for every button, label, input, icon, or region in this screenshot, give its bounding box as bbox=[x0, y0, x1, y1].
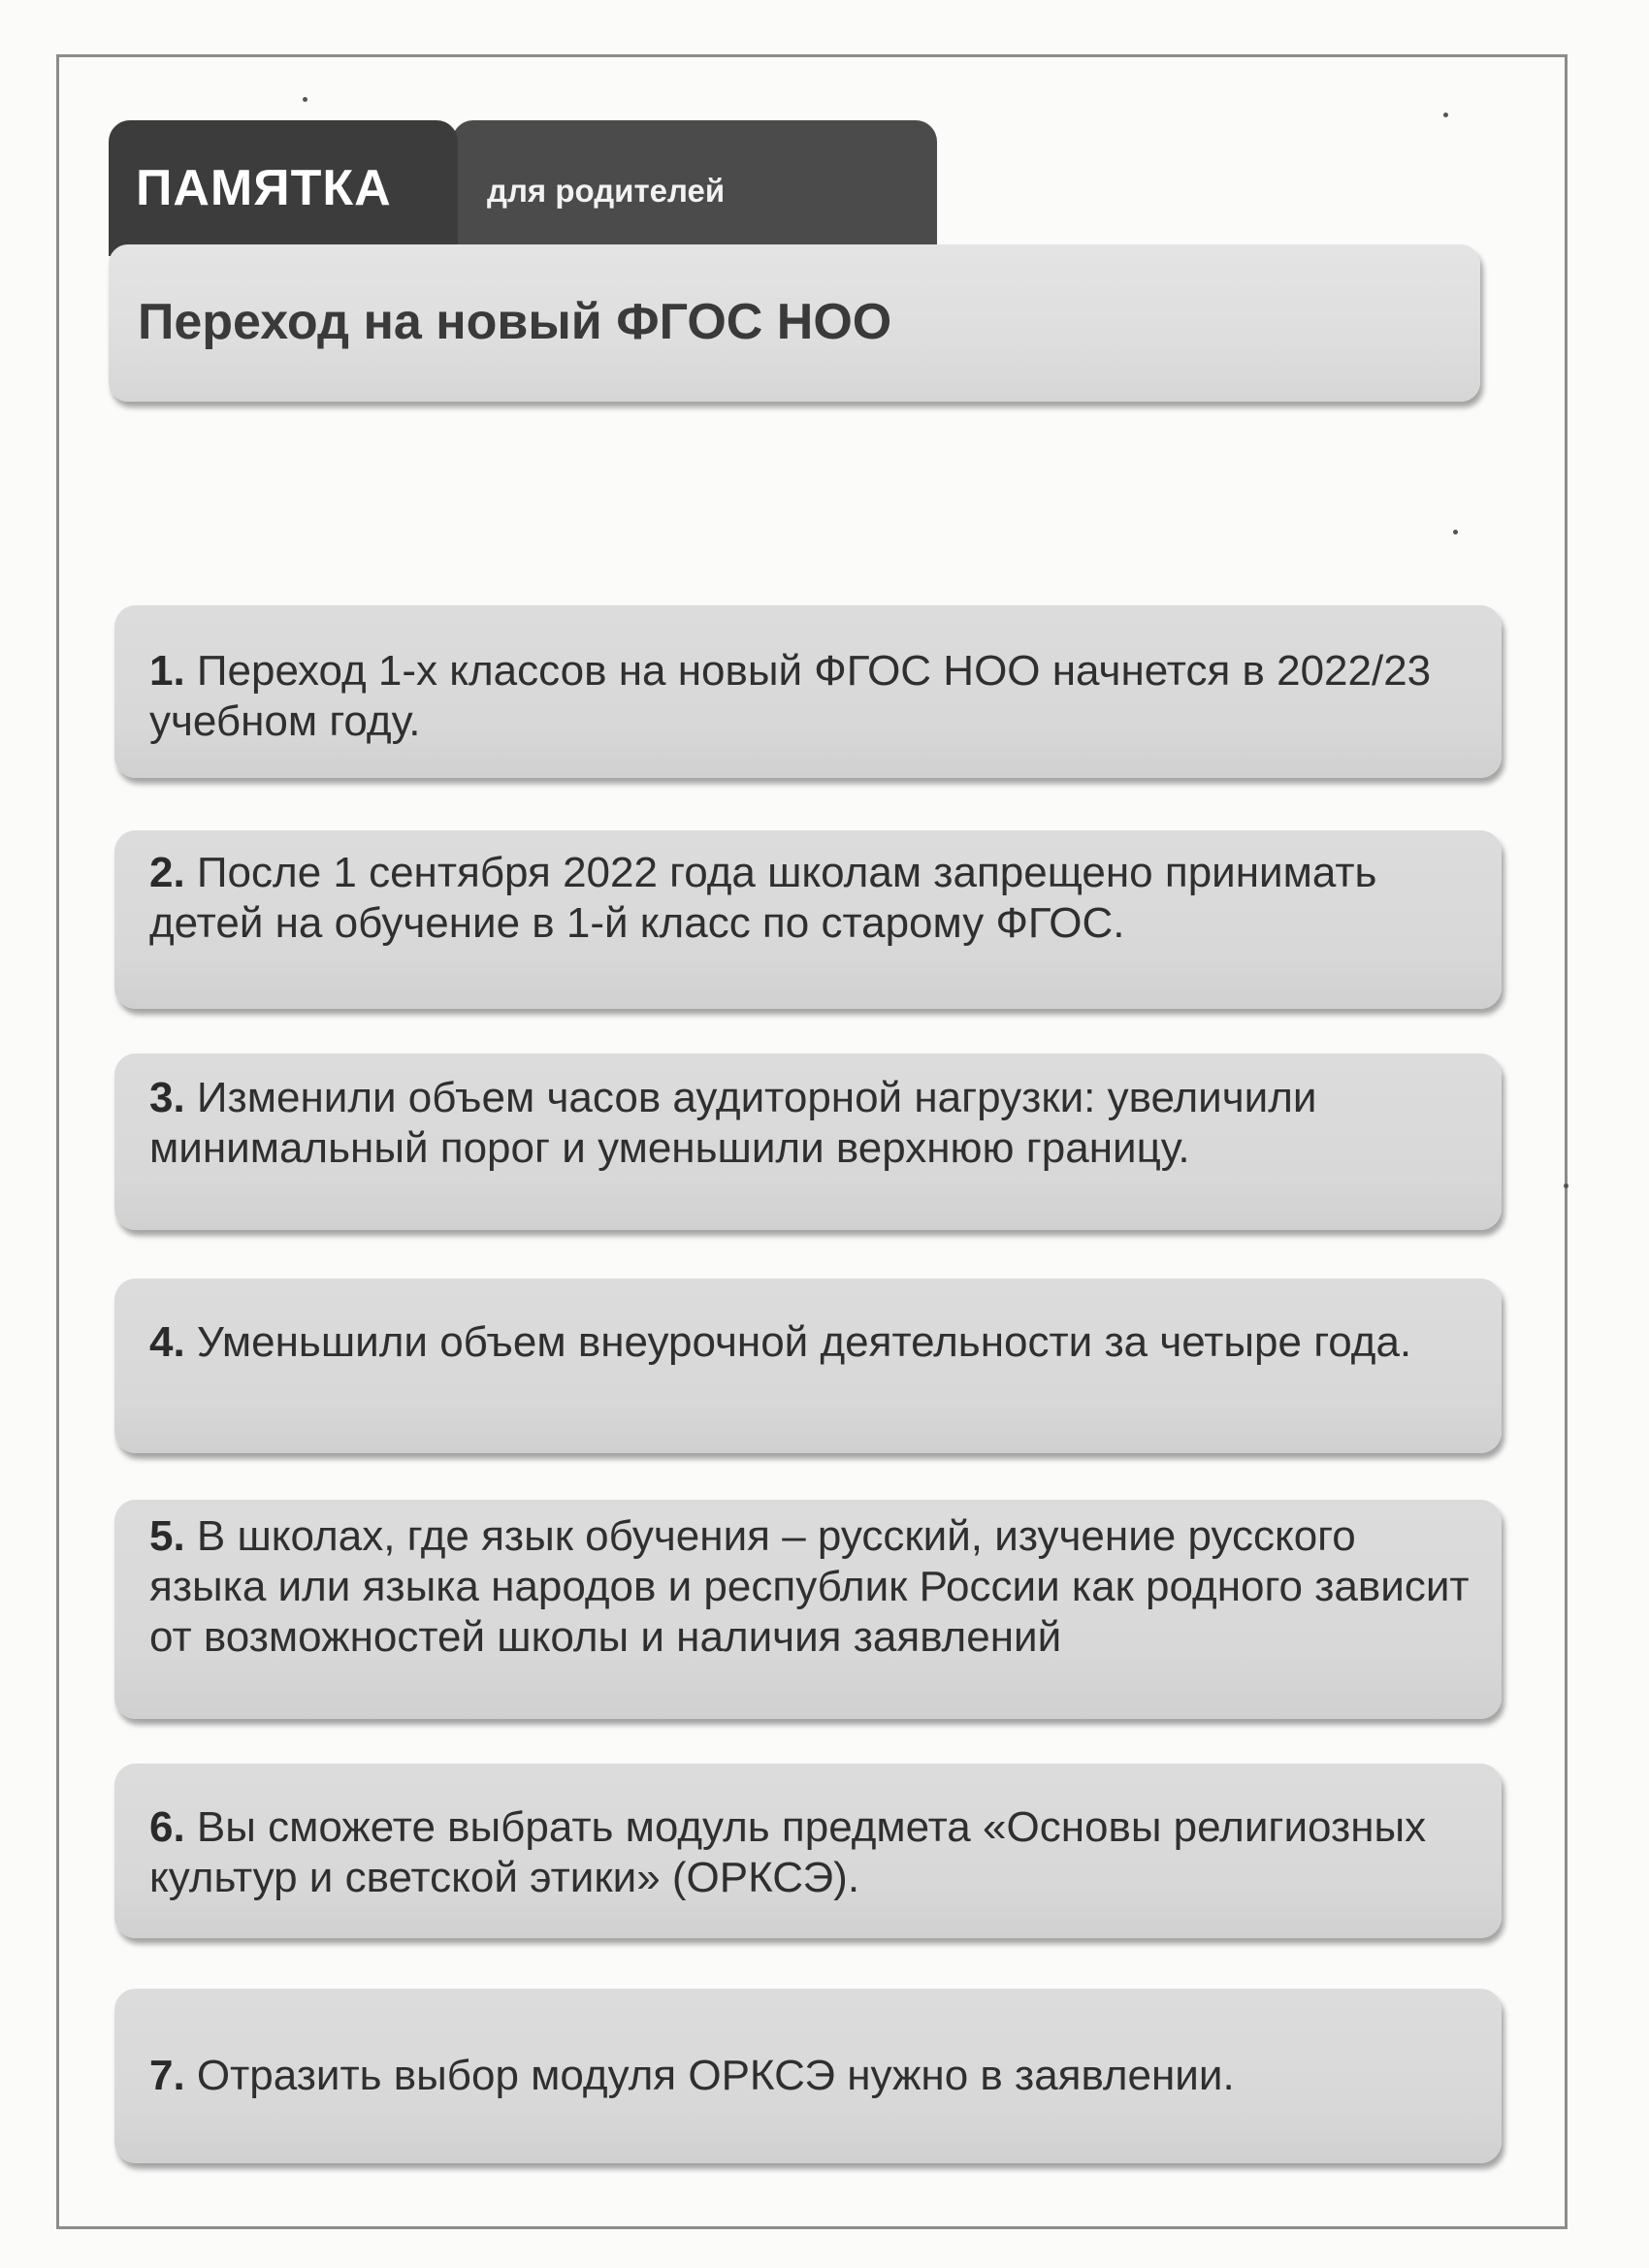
memo-item-number: 6. bbox=[149, 1803, 185, 1851]
memo-item-number: 2. bbox=[149, 849, 185, 896]
memo-item-body: Отразить выбор модуля ОРКСЭ нужно в заявлении. bbox=[184, 2052, 1235, 2099]
scan-speck bbox=[1453, 530, 1458, 535]
memo-item-body: В школах, где язык обучения – русский, изучение русского языка или языка народов и республик России как родного зависит от возможностей школы и наличия заявлений bbox=[149, 1512, 1470, 1661]
memo-item-text bbox=[149, 2051, 1472, 2101]
header-tab-sub bbox=[452, 120, 937, 256]
page-title: Переход на новый ФГОС НОО bbox=[138, 294, 892, 350]
audience-label: для родителей bbox=[487, 173, 726, 209]
memo-item-text bbox=[149, 1511, 1472, 1663]
memo-item-text bbox=[149, 1802, 1472, 1903]
memo-item-text bbox=[149, 1317, 1472, 1368]
memo-item-body: Переход 1-х классов на новый ФГОС НОО начнется в 2022/23 учебном году. bbox=[149, 647, 1432, 745]
memo-item-7 bbox=[114, 1989, 1502, 2163]
memo-item-5 bbox=[114, 1500, 1502, 1719]
header-tab-main bbox=[109, 120, 458, 256]
memo-item-body: Вы сможете выбрать модуль предмета «Основы религиозных культур и светской этики» (ОРКСЭ). bbox=[149, 1803, 1427, 1901]
memo-item-3 bbox=[114, 1053, 1502, 1230]
memo-item-number: 7. bbox=[149, 2052, 185, 2099]
memo-item-body: Изменили объем часов аудиторной нагрузки: увеличили минимальный порог и уменьшили верхнюю границу. bbox=[149, 1074, 1317, 1172]
memo-item-text bbox=[149, 646, 1472, 747]
memo-item-text bbox=[149, 1073, 1472, 1174]
memo-item-1 bbox=[114, 605, 1502, 778]
scan-speck bbox=[303, 97, 307, 102]
memo-item-number: 3. bbox=[149, 1074, 185, 1121]
memo-item-number: 4. bbox=[149, 1318, 185, 1366]
memo-item-text bbox=[149, 848, 1472, 949]
memo-item-number: 1. bbox=[149, 647, 185, 695]
memo-label: ПАМЯТКА bbox=[136, 160, 392, 216]
memo-item-2 bbox=[114, 830, 1502, 1009]
scan-speck bbox=[1564, 1183, 1568, 1188]
memo-item-6 bbox=[114, 1764, 1502, 1938]
memo-item-body: После 1 сентября 2022 года школам запрещено принимать детей на обучение в 1-й класс по старому ФГОС. bbox=[149, 849, 1377, 947]
scan-speck bbox=[1443, 113, 1448, 117]
title-box bbox=[109, 244, 1480, 402]
memo-item-number: 5. bbox=[149, 1512, 185, 1560]
memo-item-4 bbox=[114, 1279, 1502, 1453]
memo-item-body: Уменьшили объем внеурочной деятельности за четыре года. bbox=[184, 1318, 1412, 1366]
